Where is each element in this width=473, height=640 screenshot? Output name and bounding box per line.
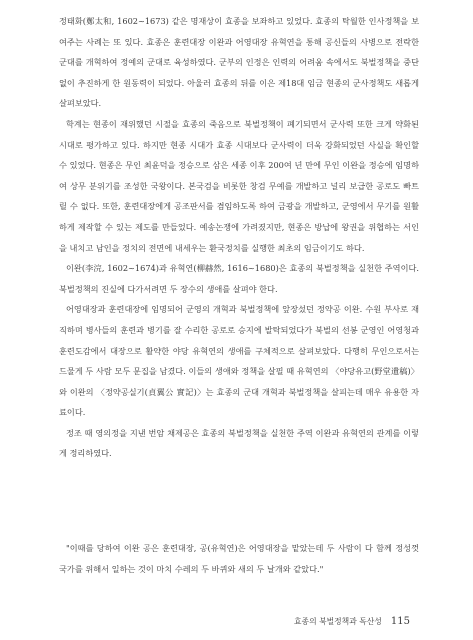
block-quote <box>59 538 419 579</box>
paragraph-2: 학계는 현종이 재위했던 시절을 효종의 죽음으로 북벌정책이 폐기되면서 군사력 또한 크게 약화된 시대로 평가하고 있다. 하지만 현종 시대가 효종 시대보다 군사력이 더욱 강화되었던 사실을 확인할 수 있었다. 현종은 무인 최윤덕을 정승으로 삼은 세종 이후 200여 년 만에 무인 이완을 정승에 임명하여 상무 분위기를 조성한 국왕이다. 본국검을 비롯한 창검 무예를 개발하고 널리 보급한 공로도 빠트릴 수 없다. 또한, 훈련대장에게 공조판서를 겸임하도록 하여 금광을 개발하고, 군영에서 무기를 원활하게 제작할 수 있는 제도를 만들었다. 예송논쟁에 가려졌지만, 현종은 방납에 왕권을 위협하는 서인을 내치고 남인을 정치의 전면에 내세우는 환국정치를 실행한 최초의 임금이기도 하다. <box>59 118 419 253</box>
paragraph-5: 정조 때 영의정을 지낸 번암 채제공은 효종의 북벌정책을 실천한 주역 이완과 유혁연의 관계를 이렇게 정리하였다. <box>59 427 419 459</box>
paragraph-4: 어영대장과 훈련대장에 임명되어 군영의 개혁과 북벌정책에 앞장섰던 정약공 이완. 수원 부사로 재직하며 병사들의 훈련과 병기를 잘 수리한 공로로 승지에 발탁되었다가 북벌의 선봉 군영인 어영청과 훈련도감에서 대장으로 활약한 야당 유혁연의 생애를 구체적으로 살펴보았다. 다행히 무인으로서는 드물게 두 사람 모두 문집을 남겼다. 이들의 생애와 정책을 살필 때 유혁연의 〈야당유고(野堂遺稿)〉와 이완의 〈정약공실기(貞翼公 實記)〉는 효종의 군대 개혁과 북벌정책을 살피는데 매우 유용한 자료이다. <box>59 304 419 418</box>
page-footer <box>294 609 410 628</box>
body-text <box>59 11 419 464</box>
quote-text: "이때를 당하여 이완 공은 훈련대장, 공(유혁연)은 어영대장을 맡았는데 두 사람이 다 함께 정성껏 국가를 위해서 일하는 것이 마치 수레의 두 바퀴와 새의 두 날개와 같았다." <box>59 543 419 574</box>
running-title: 효종의 북벌정책과 독산성 <box>294 617 382 626</box>
page-number: 115 <box>390 616 410 627</box>
paragraph-1: 정태화(鄭太和, 1602~1673) 같은 명재상이 효종을 보좌하고 있었다. 효종의 탁월한 인사정책을 보여주는 사례는 또 있다. 효종은 훈련대장 이완과 어영대장 유혁연을 통해 공신들의 사병으로 전락한 군대를 개혁하여 정예의 군대로 육성하였다. 군부의 인정은 인력의 어려움 속에서도 북벌정책을 중단 없이 추진하게 한 원동력이 되었다. 아울러 효종의 뒤를 이은 제18대 임금 현종의 군사정책도 새롭게 살펴보았다. <box>59 16 419 109</box>
paragraph-3: 이완(李浣, 1602~1674)과 유혁연(柳赫然, 1616~1680)은 효종의 북벌정책을 실천한 주역이다. 북벌정책의 진실에 다가서려면 두 장수의 생애를 살펴야 한다. <box>59 263 419 294</box>
